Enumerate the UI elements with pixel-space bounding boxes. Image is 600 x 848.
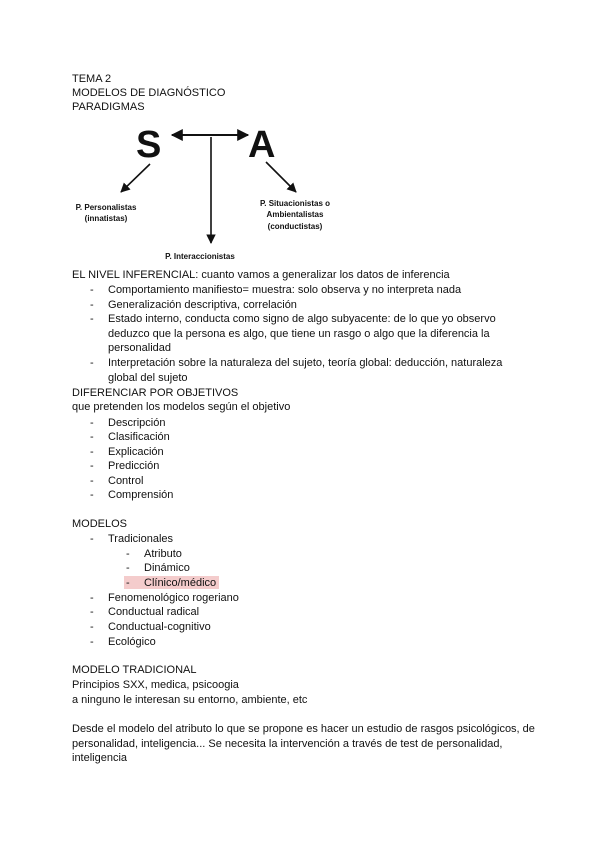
- bullet-dash: -: [90, 606, 94, 618]
- modelos-heading: MODELOS: [72, 518, 128, 530]
- tradicional-line-2: a ninguno le interesan su entorno, ambiente, etc: [72, 694, 308, 706]
- bullet-dash: -: [90, 299, 94, 311]
- label-situacionistas: P. Situacionistas o: [259, 199, 331, 208]
- bullet-dash: -: [90, 417, 94, 429]
- bullet-dash: -: [90, 592, 94, 604]
- list-item: [90, 312, 540, 356]
- arrow-to-situacionistas: [266, 162, 296, 192]
- list-item-text: Comprensión: [108, 489, 174, 501]
- list-item-text: Estado interno, conducta como signo de algo subyacente: de lo que yo observo deduzco que la persona es algo, que tiene un rasgo o algo que la diferencia la personalidad: [108, 313, 496, 355]
- paradigmas-title: PARADIGMAS: [72, 101, 145, 113]
- list-item-text: Control: [108, 475, 144, 487]
- bullet-dash: -: [90, 533, 94, 545]
- bullet-dash: -: [90, 431, 94, 443]
- label-ambientalistas: Ambientalistas: [266, 210, 324, 219]
- list-item-text: Conductual radical: [108, 606, 200, 618]
- bullet-dash: -: [126, 548, 130, 560]
- tema-title: TEMA 2: [72, 73, 112, 85]
- tradicional-line-1: Principios SXX, medica, psicoogia: [72, 679, 239, 691]
- modelos-diagnostico-title: MODELOS DE DIAGNÓSTICO: [72, 87, 226, 99]
- modelo-tradicional-heading: MODELO TRADICIONAL: [72, 664, 197, 676]
- label-conductistas: (conductistas): [267, 222, 323, 231]
- bullet-dash: -: [90, 475, 94, 487]
- list-item-text: Generalización descriptiva, correlación: [108, 299, 297, 311]
- label-personalistas: P. Personalistas: [75, 203, 137, 212]
- a-letter: A: [248, 124, 276, 166]
- atributo-paragraph: Desde el modelo del atributo lo que se propone es hacer un estudio de rasgos psicológicos, de personalidad, inteligencia... Se necesita la intervención a través de test de personalidad, inteligencia: [72, 723, 535, 765]
- bullet-dash: -: [90, 357, 94, 369]
- paradigmas-diagram: [0, 0, 600, 270]
- bullet-dash: -: [90, 446, 94, 458]
- list-item-text: Predicción: [108, 460, 160, 472]
- bullet-dash: -: [126, 577, 130, 589]
- label-innatistas: (innatistas): [84, 214, 128, 223]
- nivel-inferencial-heading: EL NIVEL INFERENCIAL: cuanto vamos a generalizar los datos de inferencia: [72, 269, 450, 281]
- list-item-text: Dinámico: [144, 562, 190, 574]
- objetivos-subheading: que pretenden los modelos según el objetivo: [72, 401, 291, 413]
- bullet-dash: -: [90, 460, 94, 472]
- list-item-text: Comportamiento manifiesto= muestra: solo observa y no interpreta nada: [108, 284, 462, 296]
- arrow-to-personalistas: [121, 164, 150, 192]
- label-interaccionistas: P. Interaccionistas: [165, 252, 235, 261]
- list-item-text: Clasificación: [108, 431, 170, 443]
- list-item-text: Descripción: [108, 417, 166, 429]
- list-item: [90, 356, 540, 386]
- bullet-dash: -: [90, 636, 94, 648]
- list-item-text: Explicación: [108, 446, 164, 458]
- bullet-dash: -: [126, 562, 130, 574]
- list-item-text: Clínico/médico: [144, 577, 217, 589]
- bullet-dash: -: [90, 489, 94, 501]
- bullet-dash: -: [90, 284, 94, 296]
- list-item-text: Fenomenológico rogeriano: [108, 592, 239, 604]
- list-item-text: Conductual-cognitivo: [108, 621, 211, 633]
- list-item-text: Tradicionales: [108, 533, 174, 545]
- bullet-dash: -: [90, 313, 94, 325]
- list-item-text: Interpretación sobre la naturaleza del sujeto, teoría global: deducción, naturaleza global del sujeto: [108, 357, 503, 384]
- objetivos-heading: DIFERENCIAR POR OBJETIVOS: [72, 387, 239, 399]
- list-item-text: Atributo: [144, 548, 182, 560]
- bullet-dash: -: [90, 621, 94, 633]
- list-item-text: Ecológico: [108, 636, 156, 648]
- s-letter: S: [136, 124, 162, 166]
